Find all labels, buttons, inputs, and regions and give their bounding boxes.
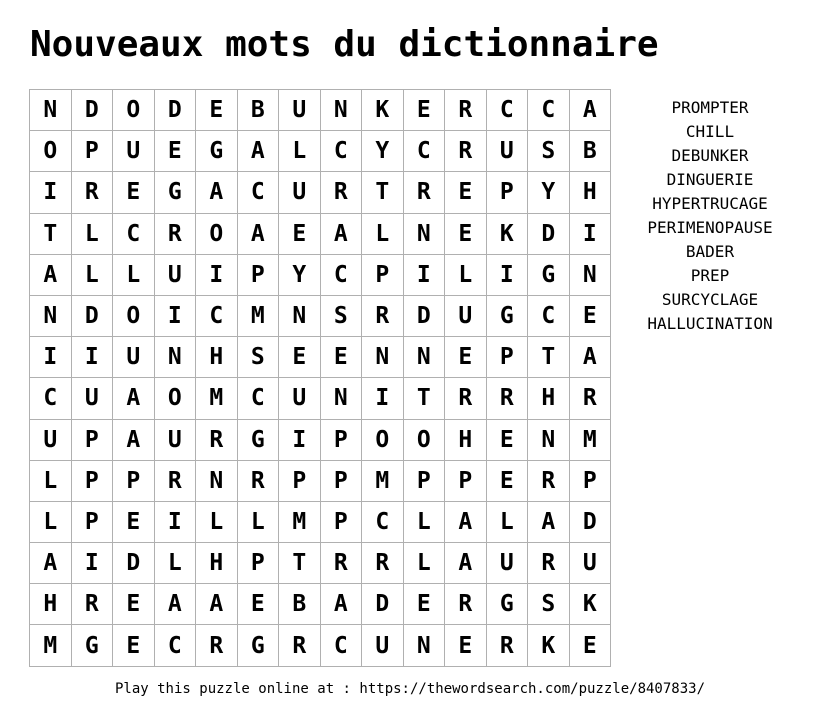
word-list-item: CHILL [685,122,735,141]
grid-cell[interactable]: C [30,378,72,419]
grid-cell[interactable]: Y [362,131,404,172]
grid-cell[interactable]: I [30,172,72,213]
grid-cell[interactable]: O [362,420,404,461]
grid-cell[interactable]: A [321,214,363,255]
grid-cell[interactable]: A [528,502,570,543]
grid-cell[interactable]: A [570,337,612,378]
grid-cell[interactable]: K [362,90,404,131]
grid-cell[interactable]: A [196,584,238,625]
word-list-item: DEBUNKER [671,146,749,165]
grid-cell[interactable]: R [445,90,487,131]
word-list-item: PROMPTER [671,98,749,117]
grid-cell[interactable]: L [196,502,238,543]
grid-cell[interactable]: O [196,214,238,255]
grid-cell[interactable]: T [528,337,570,378]
grid-cell[interactable]: C [321,255,363,296]
grid-cell[interactable]: R [72,584,114,625]
grid-cell[interactable]: D [362,584,404,625]
grid-cell[interactable]: B [238,90,280,131]
grid-cell[interactable]: N [196,461,238,502]
grid-cell[interactable]: U [279,378,321,419]
grid-cell[interactable]: G [238,420,280,461]
grid-cell[interactable]: D [528,214,570,255]
grid-cell[interactable]: R [321,543,363,584]
grid-cell[interactable]: E [155,131,197,172]
grid-cell[interactable]: P [404,461,446,502]
grid-cell[interactable]: A [113,420,155,461]
grid-cell[interactable]: R [487,378,529,419]
grid-cell[interactable]: I [487,255,529,296]
grid-cell[interactable]: C [321,625,363,666]
grid-cell[interactable]: O [155,378,197,419]
grid-cell[interactable]: U [487,543,529,584]
grid-cell[interactable]: P [321,461,363,502]
word-list-item: HALLUCINATION [647,314,773,333]
grid-cell[interactable]: M [30,625,72,666]
grid-cell[interactable]: P [238,543,280,584]
grid-cell[interactable]: N [404,625,446,666]
grid-cell[interactable]: C [238,378,280,419]
grid-cell[interactable]: S [238,337,280,378]
grid-cell[interactable]: S [528,584,570,625]
grid-cell[interactable]: M [238,296,280,337]
grid-cell[interactable]: R [72,172,114,213]
grid-cell[interactable]: G [487,584,529,625]
grid-cell[interactable]: I [570,214,612,255]
grid-cell[interactable]: P [72,502,114,543]
grid-cell[interactable]: L [238,502,280,543]
grid-cell[interactable]: P [72,461,114,502]
grid-cell[interactable]: E [113,172,155,213]
grid-cell[interactable]: Y [279,255,321,296]
grid-cell[interactable]: P [238,255,280,296]
grid-cell[interactable]: R [196,420,238,461]
grid-cell[interactable]: O [404,420,446,461]
grid-cell[interactable]: S [528,131,570,172]
grid-cell[interactable]: B [279,584,321,625]
grid-cell[interactable]: E [487,461,529,502]
grid-cell[interactable]: C [196,296,238,337]
grid-cell[interactable]: U [155,420,197,461]
puzzle-title: Nouveaux mots du dictionnaire [30,24,659,65]
grid-cell[interactable]: G [238,625,280,666]
grid-cell[interactable]: M [279,502,321,543]
grid-cell[interactable]: K [528,625,570,666]
grid-cell[interactable]: U [279,172,321,213]
grid-cell[interactable]: U [279,90,321,131]
grid-cell[interactable]: O [113,296,155,337]
grid-cell[interactable]: E [196,90,238,131]
grid-cell[interactable]: I [196,255,238,296]
grid-cell[interactable]: R [404,172,446,213]
grid-cell[interactable]: R [445,131,487,172]
grid-cell[interactable]: D [113,543,155,584]
grid-cell[interactable]: H [570,172,612,213]
grid-cell[interactable]: L [445,255,487,296]
grid-cell[interactable]: P [362,255,404,296]
grid-cell[interactable]: R [321,172,363,213]
grid-cell[interactable]: N [155,337,197,378]
word-list-item: SURCYCLAGE [661,290,759,309]
grid-cell[interactable]: U [30,420,72,461]
grid-cell[interactable]: U [362,625,404,666]
grid-cell[interactable]: E [487,420,529,461]
grid-cell[interactable]: U [72,378,114,419]
grid-cell[interactable]: H [196,543,238,584]
grid-cell[interactable]: D [570,502,612,543]
grid-cell[interactable]: N [362,337,404,378]
grid-cell[interactable]: T [30,214,72,255]
footer-link-text: Play this puzzle online at : https://thewordsearch.com/puzzle/8407833/ [114,681,705,697]
grid-cell[interactable]: C [528,296,570,337]
grid-cell[interactable]: K [570,584,612,625]
grid-cell[interactable]: P [487,337,529,378]
grid-cell[interactable]: K [487,214,529,255]
grid-cell[interactable]: N [528,420,570,461]
grid-cell[interactable]: A [238,131,280,172]
grid-cell[interactable]: C [487,90,529,131]
grid-cell[interactable]: U [113,337,155,378]
grid-cell[interactable]: R [362,296,404,337]
grid-cell[interactable]: I [72,337,114,378]
grid-cell[interactable]: E [445,172,487,213]
grid-cell[interactable]: N [30,296,72,337]
grid-cell[interactable]: U [487,131,529,172]
grid-cell[interactable]: R [279,625,321,666]
grid-cell[interactable]: R [362,543,404,584]
grid-cell[interactable]: S [321,296,363,337]
grid-cell[interactable]: M [362,461,404,502]
grid-cell[interactable]: P [321,502,363,543]
grid-cell[interactable]: H [445,420,487,461]
grid-cell[interactable]: L [72,214,114,255]
grid-cell[interactable]: A [113,378,155,419]
grid-cell[interactable]: Y [528,172,570,213]
grid-cell[interactable]: U [570,543,612,584]
grid-cell[interactable]: P [72,420,114,461]
grid-cell[interactable]: T [404,378,446,419]
grid-cell[interactable]: N [279,296,321,337]
grid-cell[interactable]: I [30,337,72,378]
grid-cell[interactable]: U [155,255,197,296]
grid-cell[interactable]: E [113,502,155,543]
grid-cell[interactable]: E [570,296,612,337]
grid-cell[interactable]: L [113,255,155,296]
grid-cell[interactable]: M [570,420,612,461]
grid-cell[interactable]: C [362,502,404,543]
grid-cell[interactable]: L [155,543,197,584]
grid-cell[interactable]: L [30,502,72,543]
grid-cell[interactable]: A [321,584,363,625]
grid-cell[interactable]: H [30,584,72,625]
grid-cell[interactable]: R [155,461,197,502]
word-list-item: PERIMENOPAUSE [647,218,773,237]
grid-cell[interactable]: P [113,461,155,502]
grid-cell[interactable]: E [404,90,446,131]
grid-cell[interactable]: A [238,214,280,255]
grid-cell[interactable]: U [445,296,487,337]
grid-cell[interactable]: L [30,461,72,502]
grid-cell[interactable]: R [528,543,570,584]
grid-cell[interactable]: D [155,90,197,131]
grid-cell[interactable]: E [445,337,487,378]
grid-cell[interactable]: N [321,378,363,419]
grid-cell[interactable]: A [445,502,487,543]
grid-cell[interactable]: G [72,625,114,666]
grid-cell[interactable]: H [528,378,570,419]
grid-cell[interactable]: L [72,255,114,296]
grid-cell[interactable]: H [196,337,238,378]
grid-cell[interactable]: C [404,131,446,172]
grid-cell[interactable]: G [528,255,570,296]
word-list-item: HYPERTRUCAGE [652,194,768,213]
grid-cell[interactable]: L [404,543,446,584]
grid-cell[interactable]: I [72,543,114,584]
grid-cell[interactable]: P [321,420,363,461]
grid-cell[interactable]: N [30,90,72,131]
grid-cell[interactable]: R [238,461,280,502]
grid-cell[interactable]: P [279,461,321,502]
grid-cell[interactable]: I [404,255,446,296]
grid-cell[interactable]: A [570,90,612,131]
grid-cell[interactable]: C [155,625,197,666]
grid-cell[interactable]: D [72,90,114,131]
grid-cell[interactable]: B [570,131,612,172]
grid-cell[interactable]: R [445,378,487,419]
grid-cell[interactable]: O [113,90,155,131]
grid-cell[interactable]: A [196,172,238,213]
grid-cell[interactable]: T [362,172,404,213]
grid-cell[interactable]: P [72,131,114,172]
grid-cell[interactable]: P [487,172,529,213]
grid-cell[interactable]: N [570,255,612,296]
grid-cell[interactable]: D [72,296,114,337]
grid-cell[interactable]: A [30,255,72,296]
grid-cell[interactable]: R [445,584,487,625]
word-list-item: BADER [685,242,735,261]
grid-cell[interactable]: P [445,461,487,502]
grid-cell[interactable]: C [528,90,570,131]
grid-cell[interactable]: G [487,296,529,337]
grid-cell[interactable]: R [528,461,570,502]
grid-cell[interactable]: E [279,214,321,255]
grid-cell[interactable]: N [404,214,446,255]
grid-cell[interactable]: A [155,584,197,625]
grid-cell[interactable]: A [445,543,487,584]
grid-cell[interactable]: E [445,214,487,255]
grid-cell[interactable]: R [487,625,529,666]
grid-cell[interactable]: C [238,172,280,213]
word-list-item: DINGUERIE [666,170,754,189]
grid-cell[interactable]: E [113,584,155,625]
grid-cell[interactable]: L [404,502,446,543]
grid-cell[interactable]: L [362,214,404,255]
grid-cell[interactable]: N [404,337,446,378]
grid-cell[interactable]: C [321,131,363,172]
grid-cell[interactable]: R [196,625,238,666]
grid-cell[interactable]: R [570,378,612,419]
grid-cell[interactable]: E [279,337,321,378]
grid-cell[interactable]: U [113,131,155,172]
grid-cell[interactable]: E [570,625,612,666]
grid-cell[interactable]: R [155,214,197,255]
grid-cell[interactable]: E [238,584,280,625]
grid-cell[interactable]: C [113,214,155,255]
grid-cell[interactable]: I [279,420,321,461]
grid-cell[interactable]: E [404,584,446,625]
letter-grid [29,89,611,667]
word-list [630,96,790,336]
grid-cell[interactable]: A [30,543,72,584]
grid-cell[interactable]: E [113,625,155,666]
grid-cell[interactable]: E [445,625,487,666]
grid-cell[interactable]: I [155,296,197,337]
grid-cell[interactable]: L [279,131,321,172]
grid-cell[interactable]: N [321,90,363,131]
word-list-item: PREP [690,266,730,285]
grid-cell[interactable]: I [155,502,197,543]
grid-cell[interactable]: T [279,543,321,584]
grid-cell[interactable]: M [196,378,238,419]
grid-cell[interactable]: D [404,296,446,337]
grid-cell[interactable]: P [570,461,612,502]
grid-cell[interactable]: G [155,172,197,213]
grid-cell[interactable]: I [362,378,404,419]
grid-cell[interactable]: L [487,502,529,543]
grid-cell[interactable]: G [196,131,238,172]
grid-cell[interactable]: O [30,131,72,172]
grid-cell[interactable]: E [321,337,363,378]
